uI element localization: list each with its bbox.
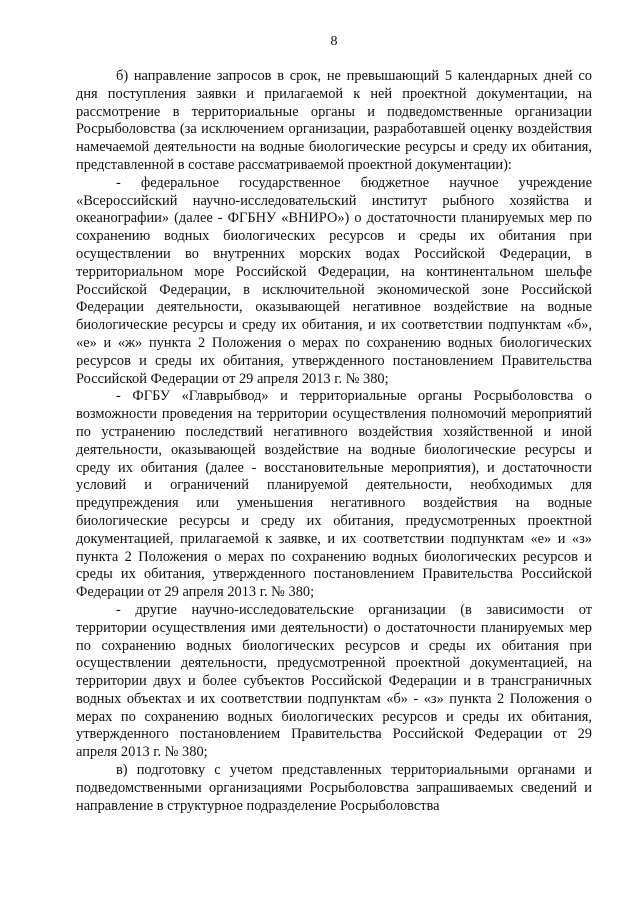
paragraph-v: в) подготовку с учетом представленных территориальными органами и подведомственными организациями Росрыболовства запрашиваемых сведений и направление в структурное подразделение Росрыболовства <box>76 762 592 814</box>
paragraph-vniro: - федеральное государственное бюджетное научное учреждение «Всероссийский научно-исследовательский институт рыбного хозяйства и океанографии» (далее - ФГБНУ «ВНИРО») о достаточности планируемых мер по сохранению водных биологических ресурсов и среды их обитания при осуществлении во внутренних морских водах Российской Федерации, в территориальном море Российской Федерации, на континентальном шельфе Российской Федерации, в исключительной экономической зоне Российской Федерации деятельности, оказывающей негативное воздействие на водные биологические ресурсы и среду их обитания, и их соответствии подпунктам «б», «е» и «ж» пункта 2 Положения о мерах по сохранению водных биологических ресурсов и среды их обитания, утвержденного постановлением Правительства Российской Федерации от 29 апреля 2013 г. № 380; <box>76 174 592 387</box>
paragraph-b: б) направление запросов в срок, не превышающий 5 календарных дней со дня поступления заявки и прилагаемой к ней проектной документации, на рассмотрение в территориальные органы и подведомственные организации Росрыболовства (за исключением организации, разработавшей оценку воздействия намечаемой деятельности на водные биологические ресурсы и среду их обитания, представленной в составе рассматриваемой проектной документации): <box>76 68 592 173</box>
page-number: 8 <box>330 34 338 49</box>
paragraph-glavrybvod: - ФГБУ «Главрыбвод» и территориальные органы Росрыболовства о возможности проведения на территории осуществления полномочий мероприятий по устранению последствий негативного воздействия хозяйственной и иной деятельности, оказывающей воздействие на водные биологические ресурсы и среду их обитания (далее - восстановительные мероприятия), и достаточности условий и ограничений планируемой деятельности, необходимых для предупреждения или уменьшения негативного воздействия на водные биологические ресурсы и среду их обитания, предусмотренных проектной документацией, прилагаемой к заявке, и их соответствии подпунктам «е» и «з» пункта 2 Положения о мерах по сохранению водных биологических ресурсов и среды их обитания, утвержденного постановлением Правительства Российской Федерации от 29 апреля 2013 г. № 380; <box>76 388 592 601</box>
paragraph-other-institutes: - другие научно-исследовательские организации (в зависимости от территории осуществления ими деятельности) о достаточности планируемых мер по сохранению водных биологических ресурсов и среды их обитания при осуществлении деятельности, предусмотренной проектной документацией, на территории двух и более субъектов Российской Федерации и в трансграничных водных объектах и их соответствии подпунктам «б» - «з» пункта 2 Положения о мерах по сохранению водных биологических ресурсов и среды их обитания, утвержденного постановлением Правительства Российской Федерации от 29 апреля 2013 г. № 380; <box>76 601 592 761</box>
